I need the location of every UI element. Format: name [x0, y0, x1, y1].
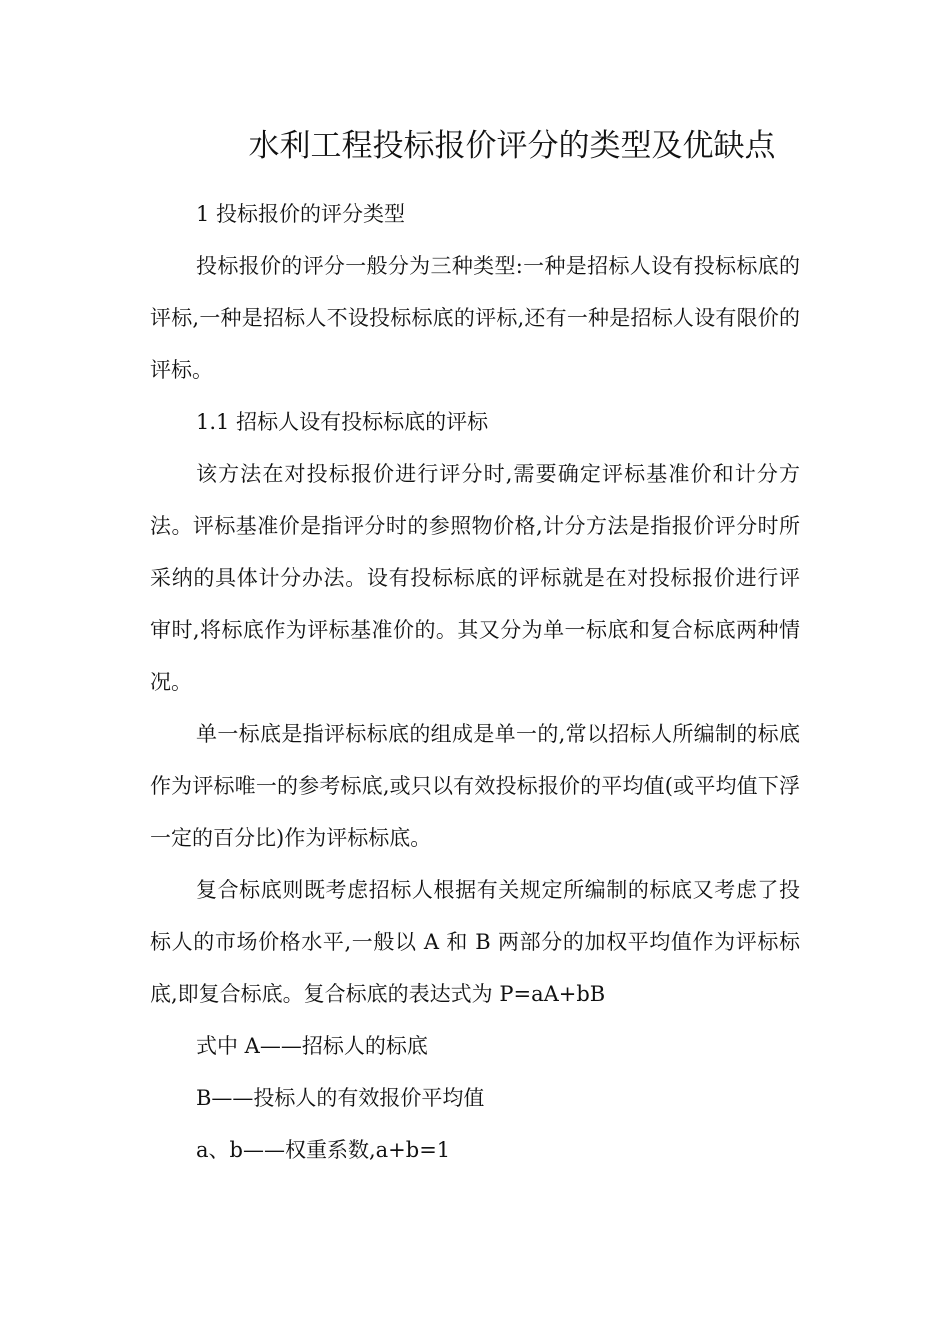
document-body: [150, 188, 800, 1176]
paragraph: 投标报价的评分一般分为三种类型:一种是招标人设有投标标底的评标,一种是招标人不设投标标底的评标,还有一种是招标人设有限价的评标。: [150, 254, 800, 382]
formula-definition: 式中 A——招标人的标底: [196, 1034, 428, 1058]
document-title: 水利工程投标报价评分的类型及优缺点: [248, 128, 776, 164]
paragraph: 单一标底是指评标标底的组成是单一的,常以招标人所编制的标底作为评标唯一的参考标底,或只以有效投标报价的平均值(或平均值下浮一定的百分比)作为评标标底。: [150, 722, 800, 850]
paragraph: 该方法在对投标报价进行评分时,需要确定评标基准价和计分方法。评标基准价是指评分时的参照物价格,计分方法是指报价评分时所采纳的具体计分办法。设有投标标底的评标就是在对投标报价进行评审时,将标底作为评标基准价的。其又分为单一标底和复合标底两种情况。: [150, 462, 800, 694]
subsection-heading: 1.1 招标人设有投标标底的评标: [196, 410, 489, 434]
formula-definition: B——投标人的有效报价平均值: [196, 1086, 485, 1110]
section-heading: 1 投标报价的评分类型: [196, 202, 406, 226]
paragraph: 复合标底则既考虑招标人根据有关规定所编制的标底又考虑了投标人的市场价格水平,一般以 A 和 B 两部分的加权平均值作为评标标底,即复合标底。复合标底的表达式为 P=aA+bB: [150, 878, 800, 1006]
formula-definition: a、b——权重系数,a+b=1: [196, 1138, 451, 1162]
